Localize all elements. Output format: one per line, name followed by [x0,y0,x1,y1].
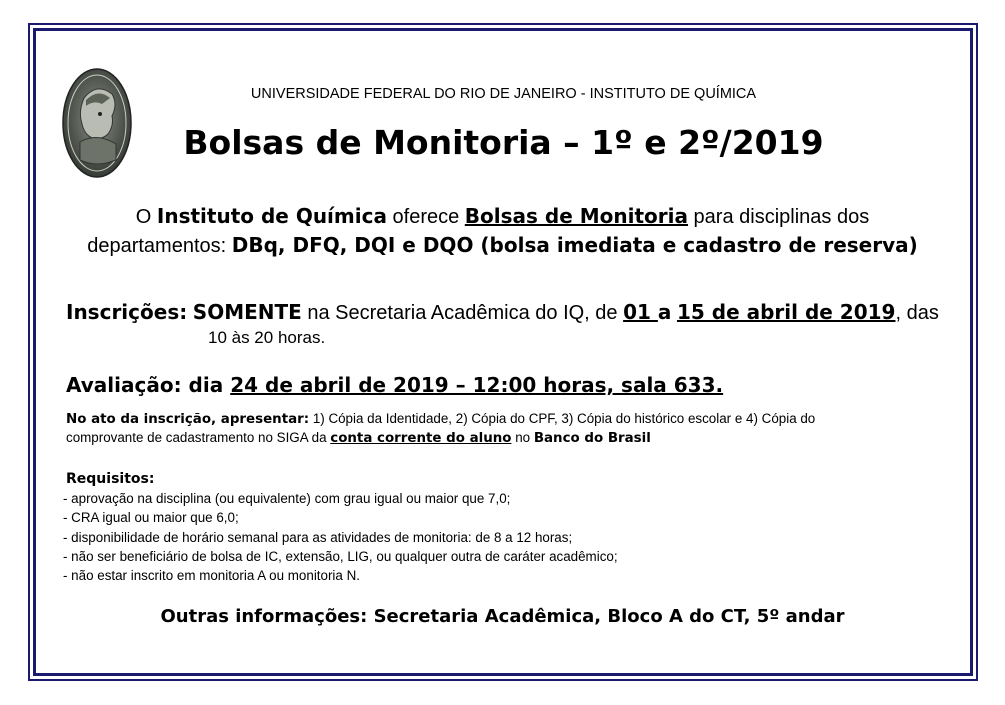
inscricoes-hours: 10 às 20 horas. [208,328,326,347]
inscricoes-line: Inscrições: SOMENTE na Secretaria Acadêmica do IQ, de 01 a 15 de abril de 2019, das [66,300,939,324]
university-header: UNIVERSIDADE FEDERAL DO RIO DE JANEIRO - INSTITUTO DE QUÍMICA [250,86,757,102]
intro-line-2: departamentos: DBq, DFQ, DQI e DQO (bolsa imediata e cadastro de reserva) [87,233,918,257]
outras-informacoes: Outras informações: Secretaria Acadêmica, Bloco A do CT, 5º andar [160,606,845,627]
list-item: - não estar inscrito em monitoria A ou monitoria N. [63,568,360,584]
list-item: - disponibilidade de horário semanal para as atividades de monitoria: de 8 a 12 horas; [63,529,573,545]
intro-line-1: O Instituto de Química oferece Bolsas de Monitoria para disciplinas dos [135,204,870,228]
avaliacao-line: Avaliação: dia 24 de abril de 2019 – 12:00 horas, sala 633. [66,373,724,397]
list-item: - CRA igual ou maior que 6,0; [63,510,239,526]
list-item: - não ser beneficiário de bolsa de IC, extensão, LIG, ou qualquer outra de caráter acadêmico; [63,548,618,564]
requisitos-list [63,489,618,585]
documentos-line-2: comprovante de cadastramento no SIGA da conta corrente do aluno no Banco do Brasil [66,430,651,446]
requisitos-title: Requisitos: [66,471,155,487]
documentos-line-1: No ato da inscrição, apresentar: 1) Cópia da Identidade, 2) Cópia do CPF, 3) Cópia do histórico escolar e 4) Cópia do [66,411,816,427]
page-title: Bolsas de Monitoria – 1º e 2º/2019 [183,123,824,162]
list-item: - aprovação na disciplina (ou equivalente) com grau igual ou maior que 7,0; [63,491,511,506]
